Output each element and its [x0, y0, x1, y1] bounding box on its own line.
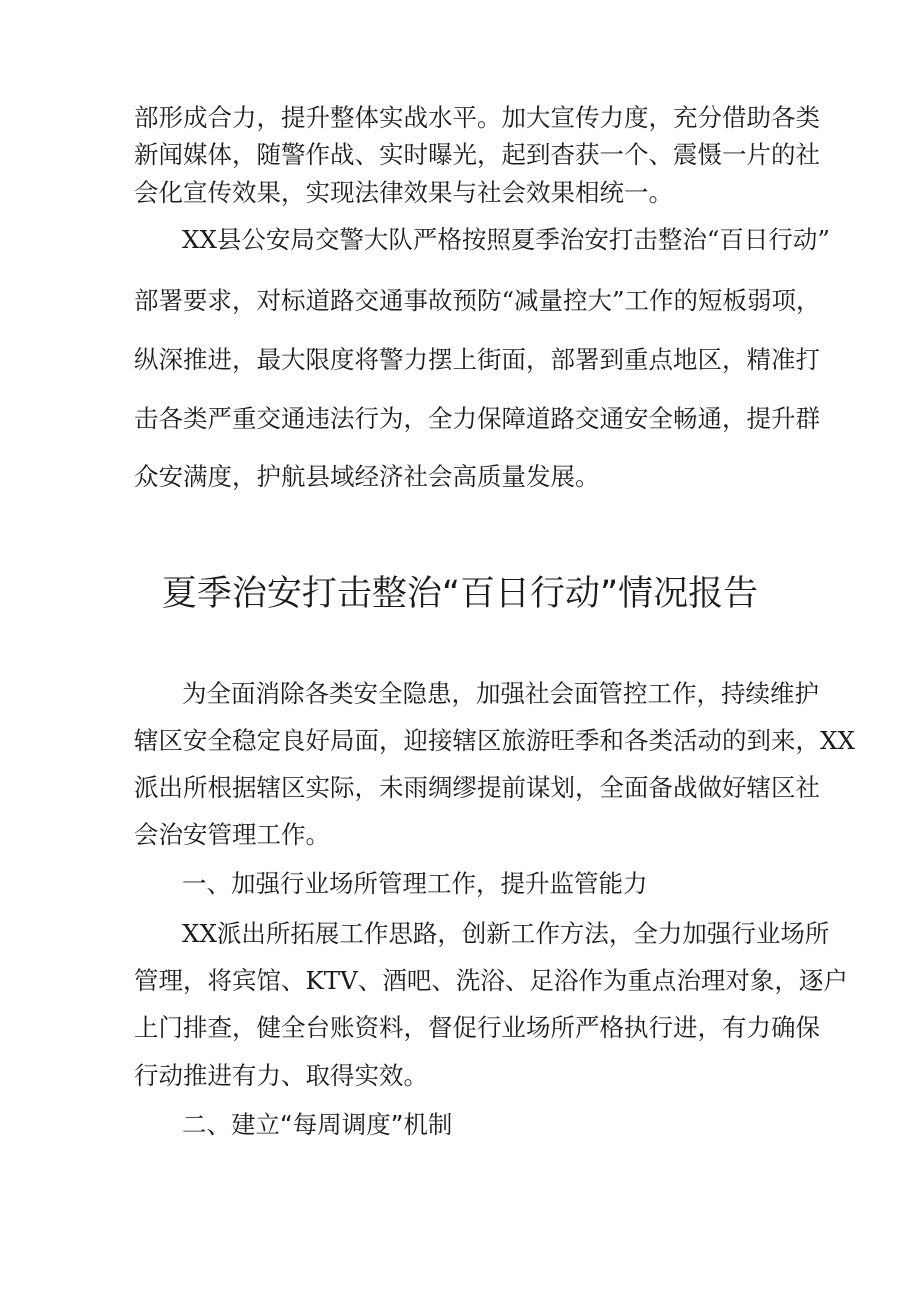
- section1-line-2: 管理，将宾馆、KTV、酒吧、洗浴、足浴作为重点治理对象，逐户: [134, 966, 848, 995]
- section1-heading: 一、加强行业场所管理工作，提升监管能力: [182, 869, 648, 898]
- section2-heading: 二、建立“每周调度”机制: [182, 1110, 453, 1139]
- intro-line-3: 派出所根据辖区实际，未雨绸缪提前谋划，全面备战做好辖区社: [134, 773, 820, 802]
- summary-line-4: 击各类严重交通违法行为，全力保障道路交通安全畅通，提升群: [134, 404, 820, 433]
- intro-line-1: 为全面消除各类安全隐患，加强社会面管控工作，持续维护: [182, 679, 819, 708]
- summary-line-3: 纵深推进，最大限度将警力摆上街面，部署到重点地区，精准打: [134, 345, 820, 374]
- summary-line-1: XX县公安局交警大队严格按照夏季治安打击整治“百日行动”: [182, 225, 830, 254]
- section1-line-1: XX派出所拓展工作思路，创新工作方法，全力加强行业场所: [182, 919, 830, 948]
- intro-line-4: 会治安管理工作。: [134, 820, 330, 849]
- summary-line-5: 众安满度，护航县域经济社会高质量发展。: [134, 462, 600, 491]
- summary-line-2: 部署要求，对标道路交通事故预防“减量控大”工作的短板弱项，: [134, 286, 821, 315]
- section1-line-3: 上门排查，健全台账资料，督促行业场所严格执行进，有力确保: [134, 1013, 820, 1042]
- section1-line-4: 行动推进有力、取得实效。: [134, 1061, 428, 1090]
- continuation-line-1: 部形成合力，提升整体实战水平。加大宣传力度，充分借助各类: [134, 103, 820, 132]
- intro-line-2: 辖区安全稳定良好局面，迎接辖区旅游旺季和各类活动的到来，XX: [134, 726, 855, 755]
- continuation-line-2: 新闻媒体，随警作战、实时曝光，起到杳获一个、震慑一片的社: [134, 140, 820, 169]
- document-title: 夏季治安打击整治“百日行动”情况报告: [161, 574, 759, 614]
- continuation-line-3: 会化宣传效果，实现法律效果与社会效果相统一。: [134, 178, 673, 207]
